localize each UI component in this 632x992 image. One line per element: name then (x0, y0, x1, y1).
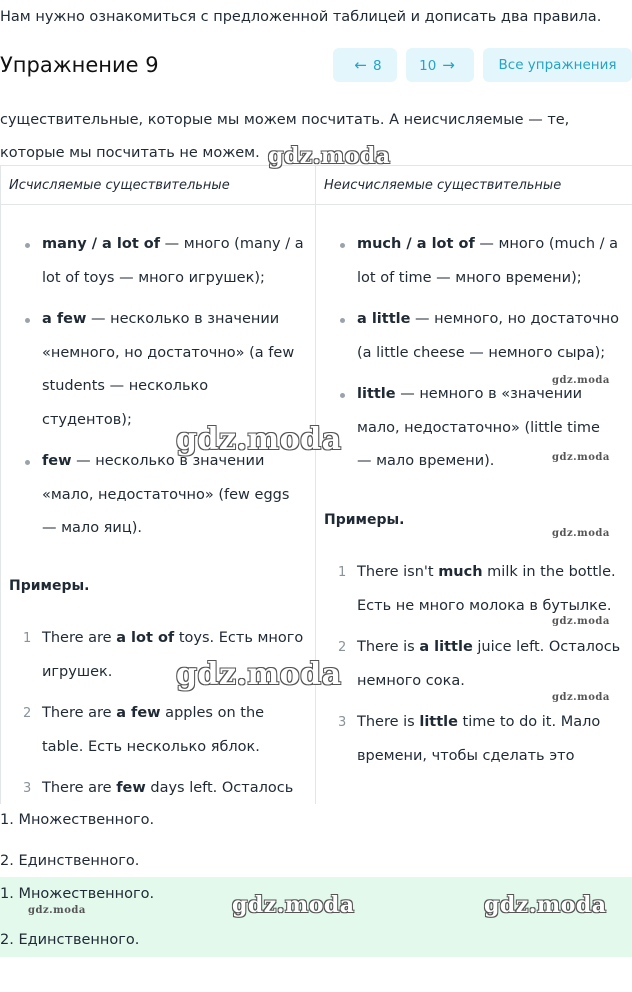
example-term: much (438, 564, 483, 580)
example-text: игрушек. (42, 663, 113, 680)
next-exercise-label: 10 (419, 58, 437, 74)
arrow-left-icon: ← (354, 56, 367, 74)
list-item (316, 228, 632, 295)
uncountable-column (315, 166, 632, 804)
watermark-logo: gdz.moda (484, 892, 607, 918)
example-term: few (116, 780, 146, 796)
list-item (1, 445, 316, 546)
next-exercise-button[interactable] (406, 48, 474, 82)
example-text: apples on the (160, 705, 265, 721)
list-item (316, 303, 632, 370)
list-item (316, 556, 632, 623)
examples-heading: Примеры. (324, 512, 405, 528)
example-text: времени, чтобы сделать это (357, 747, 575, 764)
watermark-logo: gdz.moda (552, 528, 610, 539)
uncountable-rules (316, 228, 632, 487)
example-text: toys. Есть много (174, 630, 304, 646)
watermark-logo: gdz.moda (176, 422, 342, 457)
rule-text: — несколько в значении (71, 453, 265, 469)
rule-text: lot of time — много времени); (357, 269, 582, 286)
uncountable-header: Неисчисляемые существительные (316, 166, 632, 205)
rule-text: «мало, недостаточно» (few eggs (42, 486, 290, 503)
watermark-logo: gdz.moda (552, 692, 610, 703)
example-number: 2 (338, 640, 347, 655)
all-exercises-button[interactable]: Все упражнения (483, 48, 632, 82)
watermark-logo: gdz.moda (232, 892, 355, 918)
answer-line: 1. Множественного. (0, 812, 155, 828)
rule-text: — несколько в значении (86, 311, 280, 327)
example-number: 3 (338, 715, 347, 730)
example-number: 1 (23, 631, 32, 646)
page-title: Упражнение 9 (0, 53, 159, 77)
rule-term: a little (357, 311, 411, 327)
exercise-header (0, 46, 632, 84)
list-item (316, 378, 632, 479)
list-item (316, 631, 632, 698)
rule-text: — немного, но достаточно (410, 311, 619, 327)
prev-exercise-button[interactable] (333, 48, 397, 82)
example-term: a lot of (116, 630, 175, 646)
watermark-logo: gdz.moda (552, 452, 610, 463)
list-item (1, 303, 316, 437)
rule-text: — много (much / a (474, 236, 618, 252)
rule-term: a few (42, 311, 87, 327)
rule-text: — немного в «значении (395, 386, 583, 402)
list-item (1, 772, 316, 804)
rule-text: мало, недостаточно» (little time (357, 419, 600, 436)
grammar-table (0, 165, 632, 804)
watermark-logo: gdz.moda (268, 143, 391, 169)
answer-line: 1. Множественного. (0, 886, 155, 902)
list-item (1, 697, 316, 764)
example-text: milk in the bottle. (482, 564, 616, 580)
watermark-logo: gdz.moda (552, 616, 610, 627)
example-text: There is (357, 714, 420, 730)
example-text: table. Есть несколько яблок. (42, 738, 260, 755)
rule-text: (a little cheese — немного сыра); (357, 344, 606, 361)
example-text: There are (42, 630, 117, 646)
example-term: little (419, 714, 458, 730)
example-text: Есть не много молока в бутылке. (357, 597, 612, 614)
example-text: There is (357, 639, 420, 655)
rule-term: little (357, 386, 396, 402)
countable-column (0, 166, 316, 804)
prev-exercise-label: 8 (372, 58, 382, 74)
rule-text: — много (many / a (160, 236, 304, 252)
rule-text: студентов); (42, 411, 132, 428)
example-text: time to do it. Мало (457, 714, 601, 730)
example-text: There are (42, 780, 117, 796)
countable-header: Исчисляемые существительные (1, 166, 316, 205)
example-text: juice left. Осталось (472, 639, 621, 655)
intro-text: Нам нужно ознакомиться с предложенной таблицей и дописать два правила. (0, 9, 602, 25)
example-text: немного сока. (357, 672, 465, 689)
list-item (1, 228, 316, 295)
example-number: 1 (338, 565, 347, 580)
answer-line: 2. Единственного. (0, 853, 140, 869)
example-term: a little (419, 639, 473, 655)
rule-text: «немного, но достаточно» (a few (42, 344, 295, 361)
lead-line: существительные, которые мы можем посчитать. А неисчисляемые — те, (0, 112, 570, 128)
example-number: 3 (23, 781, 32, 796)
example-text: There are (42, 705, 117, 721)
countable-examples (1, 622, 316, 804)
rule-text: students — несколько (42, 378, 209, 394)
example-number: 2 (23, 706, 32, 721)
rule-term: many / a lot of (42, 236, 161, 252)
watermark-logo: gdz.moda (28, 905, 86, 916)
watermark-logo: gdz.moda (552, 375, 610, 386)
arrow-right-icon: → (442, 56, 455, 74)
example-text: There isn't (357, 564, 439, 580)
answer-line: 2. Единственного. (0, 932, 140, 948)
uncountable-examples (316, 556, 632, 781)
examples-heading: Примеры. (9, 578, 90, 594)
rule-text: — мало времени). (357, 453, 495, 469)
rule-term: few (42, 453, 72, 469)
lead-line: которые мы посчитать не можем. (0, 145, 260, 161)
list-item (316, 706, 632, 773)
rule-text: — мало яиц). (42, 520, 142, 536)
example-term: a few (116, 705, 161, 721)
rule-term: much / a lot of (357, 236, 475, 252)
countable-rules (1, 228, 316, 554)
rule-text: lot of toys — много игрушек); (42, 269, 265, 286)
example-text: days left. Осталось (145, 780, 294, 796)
watermark-logo: gdz.moda (176, 657, 342, 692)
